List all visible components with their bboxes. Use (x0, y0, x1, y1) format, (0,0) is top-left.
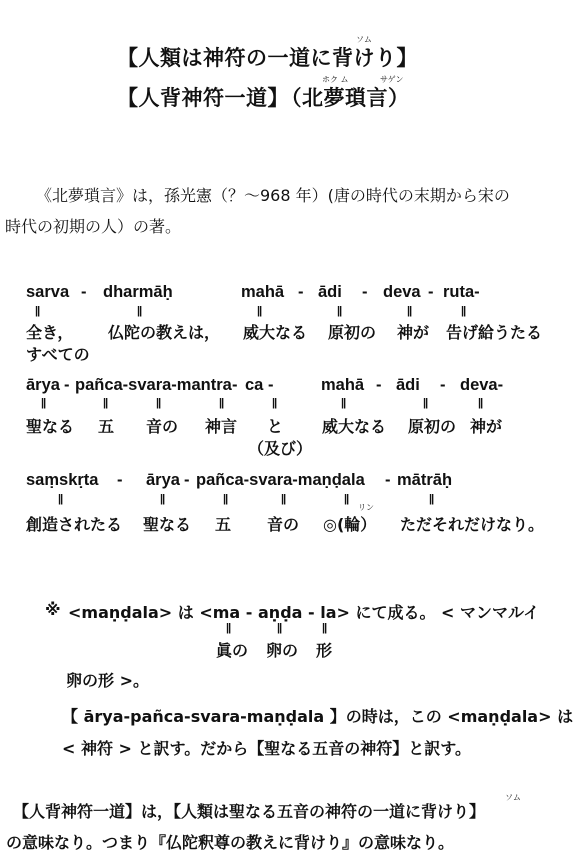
v3-gloss: ただそれだけなり。 (400, 515, 545, 534)
v3-gloss: 聖なる (143, 515, 192, 534)
v2-equals: || (341, 397, 346, 409)
v1-equals: || (337, 305, 342, 317)
v2-equals: || (478, 397, 483, 409)
v3-equals: || (223, 493, 228, 505)
v3-equals: || (281, 493, 286, 505)
v1-word: sarva (26, 283, 70, 301)
v2-hyphen: - (268, 376, 274, 394)
v1-gloss: 原初の (328, 323, 377, 342)
v1-word: dharmāḥ (103, 283, 173, 301)
v2-gloss: 原初の (408, 417, 457, 436)
note-equals: || (226, 622, 231, 634)
intro-line-2: 時代の初期の人）の著。 (5, 217, 182, 236)
v2-word: pañca-svara-mantra (75, 376, 232, 394)
ruby-rin: リン (358, 503, 374, 512)
v2-hyphen: - (232, 376, 238, 394)
v3-word: pañca-svara-maṇḍala (196, 471, 365, 489)
v1-equals: || (461, 305, 466, 317)
v2-gloss: 聖なる (26, 417, 75, 436)
note-gloss: 形 (316, 641, 333, 660)
intro-line-1: 《北夢瑣言》は，孫光憲（？～968 年）(唐の時代の末期から宋の (36, 186, 510, 205)
v1-word: mahā (241, 283, 285, 301)
v2-equals: || (423, 397, 428, 409)
v1-hyphen: - (428, 283, 434, 301)
v3-equals: || (344, 493, 349, 505)
v2-word: mahā (321, 376, 365, 394)
note-line-4: < 神符 > と訳す。だから【聖なる五音の神符】と訳す。 (62, 739, 471, 758)
v1-gloss: 威大なる (243, 323, 308, 342)
v2-word: ca (245, 376, 264, 394)
v3-word: saṃskṛta (26, 471, 99, 489)
v1-gloss: 全き， (26, 323, 74, 342)
v2-gloss: 音の (146, 417, 179, 436)
note-equals: || (277, 622, 282, 634)
v2-hyphen: - (64, 376, 70, 394)
note-line-2: 卵の形 >。 (66, 671, 149, 690)
v2-gloss: 神言 (205, 417, 238, 436)
v1-hyphen: - (362, 283, 368, 301)
v3-gloss: 創造されたる (26, 515, 123, 534)
note-mark: ※ (45, 600, 61, 619)
v3-equals: || (58, 493, 63, 505)
v1-equals: || (257, 305, 262, 317)
v1-gloss: 告げ給うたる (446, 323, 543, 342)
v1-equals: || (137, 305, 142, 317)
title-main: 【人背神符一道】 (117, 86, 289, 110)
v2-gloss: 五 (98, 417, 115, 436)
ruby-sagen: サゲン (380, 75, 404, 84)
v3-gloss: 五 (215, 515, 232, 534)
v2-equals: || (219, 397, 224, 409)
v1-equals: || (407, 305, 412, 317)
v3-word: mātrāḥ (397, 471, 453, 489)
v2-equals: || (41, 397, 46, 409)
title-line-1: 【人類は神符の一道に背けり】 (117, 46, 418, 70)
v1-equals: || (35, 305, 40, 317)
v2-word: deva- (460, 376, 504, 394)
note-gloss: 卵の (266, 641, 299, 660)
note-equals: || (322, 622, 327, 634)
v1-gloss: 神が (397, 323, 430, 342)
v2-word: ārya (26, 376, 60, 394)
v2-equals: || (156, 397, 161, 409)
title-source: （北夢瑣言） (291, 86, 410, 110)
v1-word: deva (383, 283, 421, 301)
ruby-somu: ソム (505, 793, 521, 802)
v1-hyphen: - (298, 283, 304, 301)
note-line-3: 【 ārya-pañca-svara-maṇḍala 】の時は，この <maṇḍala> は (62, 707, 574, 726)
v2-hyphen: - (376, 376, 382, 394)
v3-gloss: 音の (267, 515, 300, 534)
v2-gloss: 神が (470, 417, 503, 436)
v3-hyphen: - (117, 471, 123, 489)
ruby-hokumu: ホク ム (322, 75, 349, 84)
title-line-2 (117, 82, 410, 112)
v2-word: ādi (396, 376, 420, 394)
ruby-somu: ソム (356, 35, 372, 44)
v2-equals: || (272, 397, 277, 409)
v3-equals: || (429, 493, 434, 505)
v2-gloss: と (267, 417, 284, 436)
v3-hyphen: - (385, 471, 391, 489)
v2-gloss: 威大なる (322, 417, 387, 436)
v3-equals: || (160, 493, 165, 505)
v3-word: ārya (146, 471, 180, 489)
v2-gloss-sub: （及び） (248, 439, 313, 458)
v2-hyphen: - (440, 376, 446, 394)
note-gloss: 眞の (216, 641, 249, 660)
note-line-1: <maṇḍala> は <ma - aṇḍa - la> にて成る。 < マンマルイ (68, 603, 540, 622)
v3-hyphen: - (184, 471, 190, 489)
v3-gloss: ◎(輪） (323, 515, 377, 534)
v1-word: ruta- (443, 283, 480, 301)
v1-word: ādi (318, 283, 342, 301)
conclusion-line-1: 【人背神符一道】は，【人類は聖なる五音の神符の一道に背けり】 (13, 802, 486, 821)
v1-gloss: 仏陀の教えは， (108, 323, 221, 342)
conclusion-line-2: の意味なり。つまり『仏陀釈尊の教えに背けり』の意味なり。 (6, 833, 455, 852)
v2-equals: || (103, 397, 108, 409)
v1-hyphen: - (81, 283, 87, 301)
v1-gloss-sub: すべての (26, 345, 90, 364)
